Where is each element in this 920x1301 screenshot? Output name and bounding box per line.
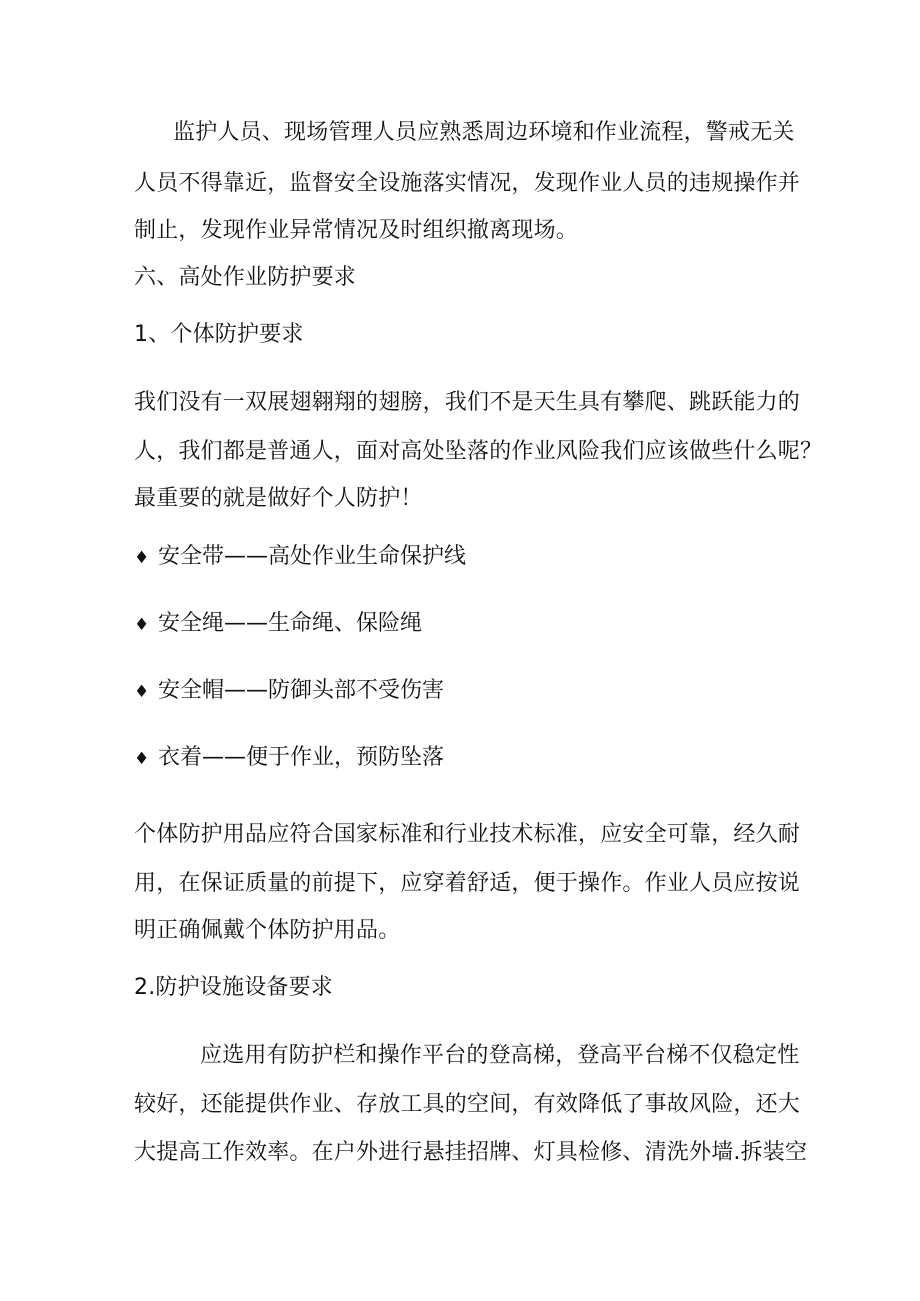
diamond-bullet-icon: ♦: [134, 749, 150, 769]
paragraph-4-line-2: 较好，还能提供作业、存放工具的空间，有效降低了事故风险，还大: [134, 1092, 801, 1117]
paragraph-1-line-1: 监护人员、现场管理人员应熟悉周边环境和作业流程，警戒无关: [173, 120, 795, 145]
paragraph-3-line-3: 明正确佩戴个体防护用品。: [134, 918, 401, 943]
section-heading-6: 六、高处作业防护要求: [134, 265, 357, 290]
paragraph-3-line-1: 个体防护用品应符合国家标准和行业技术标准，应安全可靠，经久耐: [134, 822, 801, 847]
paragraph-2-line-3: 最重要的就是做好个人防护！: [134, 486, 423, 511]
diamond-bullet-icon: ♦: [134, 615, 150, 635]
paragraph-4-line-1: 应选用有防护栏和操作平台的登高梯，登高平台梯不仅稳定性: [200, 1043, 800, 1068]
paragraph-2-line-2: 人，我们都是普通人，面对高处坠落的作业风险我们应该做些什么呢？: [134, 439, 823, 464]
bullet-item: [134, 542, 466, 573]
diamond-bullet-icon: ♦: [134, 682, 150, 702]
bullet-item: [134, 609, 422, 640]
bullet-text: 衣着——便于作业，预防坠落: [158, 745, 445, 770]
bullet-text: 安全绳——生命绳、保险绳: [158, 611, 423, 636]
paragraph-2-line-1: 我们没有一双展翅翱翔的翅膀，我们不是天生具有攀爬、跳跃能力的: [134, 390, 801, 415]
bullet-item: [134, 676, 444, 707]
paragraph-1-line-2: 人员不得靠近，监督安全设施落实情况，发现作业人员的违规操作并: [134, 171, 801, 196]
diamond-bullet-icon: ♦: [134, 548, 150, 568]
subheading-protective-facilities: 2.防护设施设备要求: [134, 975, 333, 1000]
paragraph-3-line-2: 用，在保证质量的前提下，应穿着舒适，便于操作。作业人员应按说: [134, 871, 801, 896]
paragraph-1-line-3: 制止，发现作业异常情况及时组织撤离现场。: [134, 218, 579, 243]
paragraph-4-line-3: 大提高工作效率。在户外进行悬挂招牌、灯具检修、清洗外墙.拆装空: [134, 1140, 808, 1165]
bullet-text: 安全帽——防御头部不受伤害: [158, 678, 445, 703]
subheading-personal-protection: 1、个体防护要求: [134, 322, 304, 347]
bullet-text: 安全带——高处作业生命保护线: [158, 544, 467, 569]
bullet-item: [134, 743, 444, 774]
